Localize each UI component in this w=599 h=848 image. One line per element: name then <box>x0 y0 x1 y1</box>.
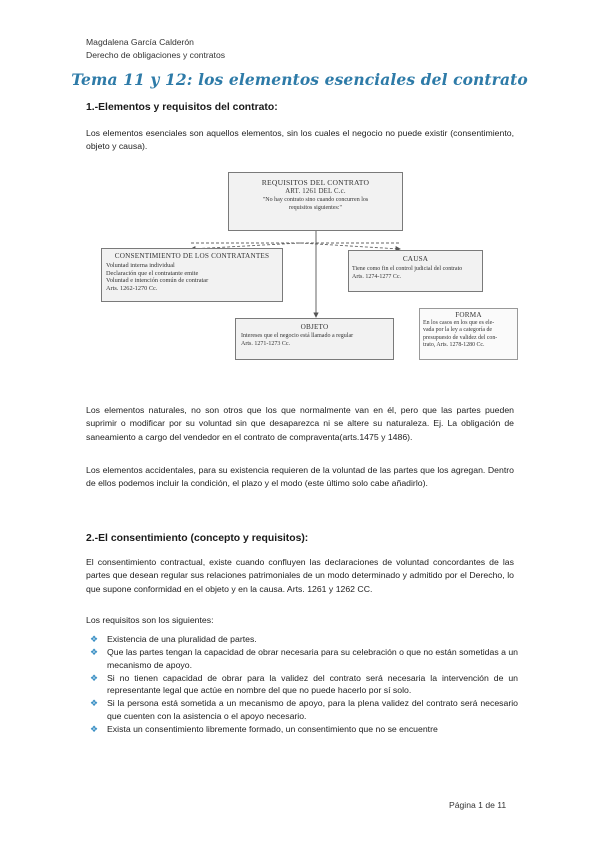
diamond-bullet-icon: ❖ <box>90 634 99 644</box>
consentimiento-line: Voluntad e intención común de contratar <box>106 277 209 285</box>
causa-title: CAUSA <box>402 255 429 263</box>
requisitos-quote-line-1: "No hay contrato sino cuando concurren los <box>262 197 369 203</box>
section-1-heading: 1.-Elementos y requisitos del contrato: <box>86 102 278 113</box>
causa-line: Arts. 1274-1277 Cc. <box>352 273 401 280</box>
causa-line: Tiene como fin el control judicial del contrato <box>352 266 463 272</box>
forma-line: presupuesto de validez del con- <box>423 334 498 341</box>
requisitos-quote-line-2: requisitos siguientes:" <box>289 204 342 211</box>
consentimiento-box <box>101 248 283 302</box>
diamond-bullet-icon: ❖ <box>90 672 99 683</box>
elementos-naturales-paragraph: Los elementos naturales, no son otros que los que normalmente van en él, pero que las partes pueden suprimir o modificar por su voluntad sin que desaparezca ni se altere su naturaleza. Ej. La obligación de saneamiento a cargo del vendedor en el contrato de compraventa(arts.1475 y 1486). <box>86 405 514 442</box>
consentimiento-definition: El consentimiento contractual, existe cuando confluyen las declaraciones de voluntad concordantes de las partes que desean regular sus relaciones patrimoniales de un modo determinado y admitido por el Derecho, lo que supone conformidad en el objeto y en la causa. Arts. 1261 y 1262 CC. <box>86 557 514 594</box>
page-number: Página 1 de 11 <box>449 800 507 810</box>
requisitos-title: REQUISITOS DEL CONTRATO <box>261 178 370 187</box>
section-1-intro: Los elementos esenciales son aquellos elementos, sin los cuales el negocio no puede existir (consentimiento, objeto y causa). <box>86 128 514 152</box>
forma-line: vada por la ley a categoría de <box>423 327 493 334</box>
list-item: ❖ Si la persona está sometida a un mecanismo de apoyo, para la plena validez del contrato será necesario que cuenten con la asistencia o el apoyo necesario. <box>90 698 518 722</box>
requisitos-lead: Los requisitos son los siguientes: <box>86 615 214 625</box>
document-title: Tema 11 y 12: los elementos esenciales del contrato <box>71 70 528 89</box>
elementos-accidentales-paragraph: Los elementos accidentales, para su existencia requieren de la voluntad de las partes que los agregan. Dentro de ellos podemos incluir la condición, el plazo y el modo (este último solo cabe añadirlo). <box>86 465 514 489</box>
consentimiento-line: Declaración que el contratante emite <box>106 269 199 277</box>
author-name: Magdalena García Calderón <box>86 37 194 47</box>
requisitos-box <box>228 172 403 231</box>
consentimiento-line: Voluntad interna individual <box>106 262 175 269</box>
diamond-bullet-icon: ❖ <box>90 698 99 709</box>
causa-box <box>348 250 483 292</box>
forma-box <box>419 308 518 360</box>
forma-line: En los casos en los que es ele- <box>423 320 495 326</box>
list-item: ❖ Si no tienen capacidad de obrar para la validez del contrato será necesaria la intervención de un representante legal que actúe en nombre del que no puede hacerlo por sí solo. <box>90 672 518 696</box>
page-header <box>86 36 225 61</box>
list-item: ❖ Exista un consentimiento libremente formado, un consentimiento que no se encuentre <box>90 724 438 735</box>
forma-line: trato, Arts. 1278-1280 Cc. <box>423 341 485 348</box>
diamond-bullet-icon: ❖ <box>90 647 99 658</box>
arrow-to-causa <box>300 243 400 249</box>
requisitos-article: ART. 1261 DEL C.c. <box>285 188 346 195</box>
objeto-box <box>235 318 394 360</box>
forma-title: FORMA <box>455 311 482 319</box>
objeto-title: OBJETO <box>300 323 329 331</box>
list-item: ❖ Existencia de una pluralidad de partes. <box>90 634 257 644</box>
section-2-heading: 2.-El consentimiento (concepto y requisitos): <box>86 533 309 544</box>
consentimiento-line: Arts. 1262-1270 Cc. <box>106 284 158 292</box>
objeto-line: Arts. 1271-1273 Cc. <box>241 340 290 347</box>
diamond-bullet-icon: ❖ <box>90 724 99 735</box>
objeto-line: Intereses que el negocio está llamado a regular <box>241 333 354 339</box>
requisitos-list <box>86 633 518 736</box>
consentimiento-title: CONSENTIMIENTO DE LOS CONTRATANTES <box>114 252 270 260</box>
list-item: ❖ Que las partes tengan la capacidad de obrar necesaria para su celebración o que no están sometidas a un mecanismo de apoyo. <box>90 647 518 670</box>
subject-name: Derecho de obligaciones y contratos <box>86 49 226 60</box>
